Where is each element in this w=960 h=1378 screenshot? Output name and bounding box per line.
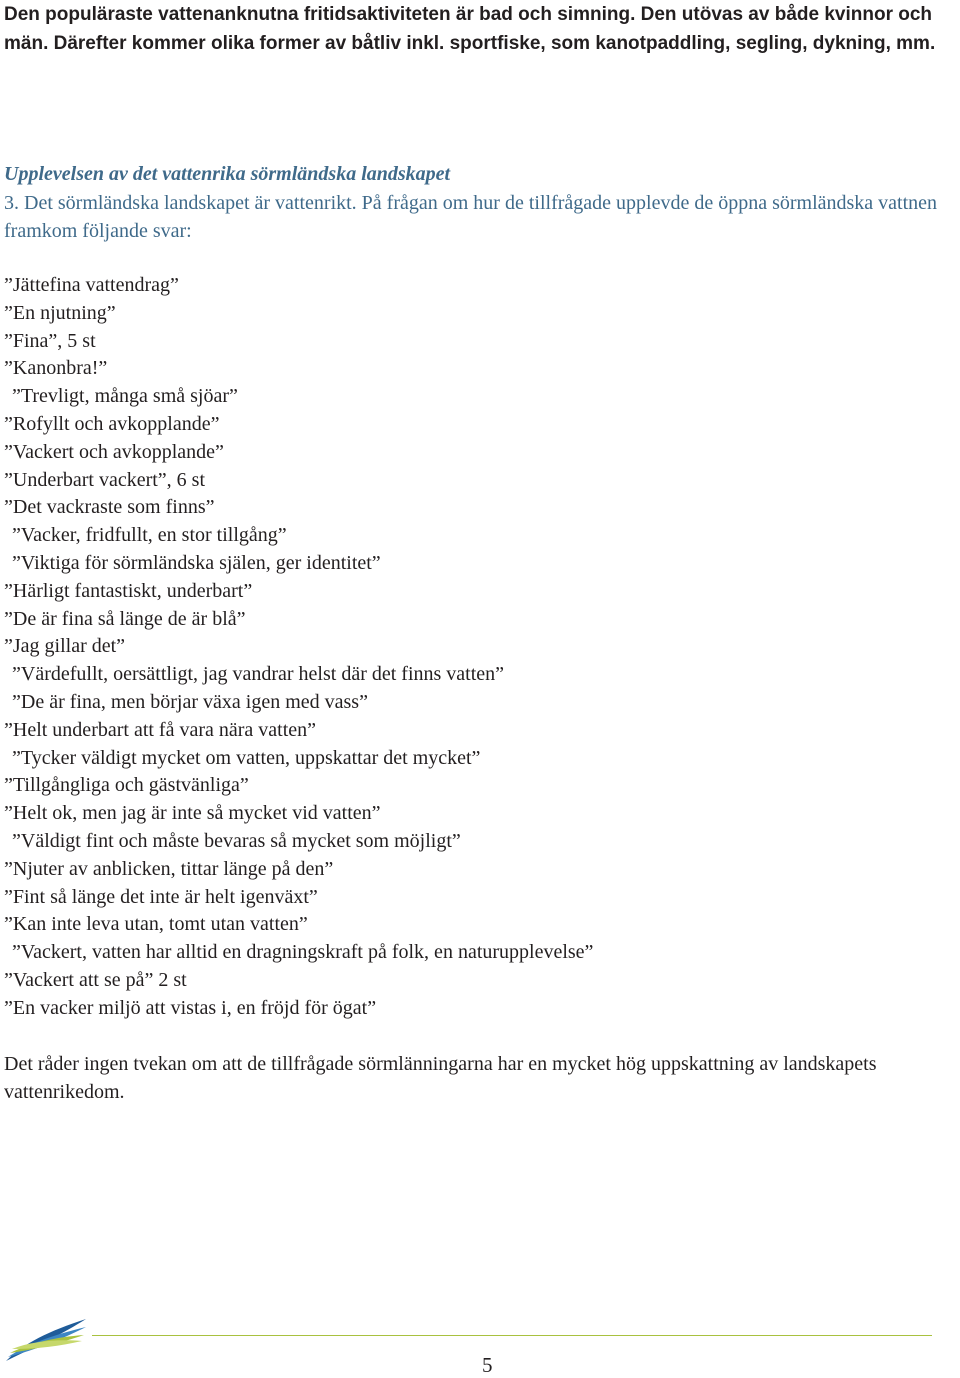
quote-item: ”Fint så länge det inte är helt igenväxt” bbox=[4, 885, 318, 908]
quote-item: ”Rofyllt och avkopplande” bbox=[4, 412, 220, 435]
quote-item: ”Värdefullt, oersättligt, jag vandrar helst där det finns vatten” bbox=[12, 663, 505, 686]
quote-list bbox=[4, 272, 593, 1023]
footer-rule bbox=[92, 1335, 932, 1336]
sormland-wave-logo-icon bbox=[4, 1313, 90, 1365]
quote-item: ”Jag gillar det” bbox=[4, 635, 126, 658]
conclusion-paragraph: Det råder ingen tvekan om att de tillfrågade sörmlänningarna har en mycket hög uppskattning av landskapets vattenrikedom. bbox=[4, 1053, 877, 1103]
quote-item: ”Njuter av anblicken, tittar länge på den” bbox=[4, 857, 334, 880]
quote-item: ”En vacker miljö att vistas i, en fröjd för ögat” bbox=[4, 996, 377, 1019]
quote-item: ”Kanonbra!” bbox=[4, 357, 108, 380]
question-paragraph: 3. Det sörmländska landskapet är vattenrikt. På frågan om hur de tillfrågade upplevde de öppna sörmländska vattnen framkom följande svar: bbox=[4, 192, 938, 242]
quote-item: ”Tycker väldigt mycket om vatten, uppskattar det mycket” bbox=[12, 746, 481, 769]
quote-item: ”Vackert att se på” 2 st bbox=[4, 968, 187, 991]
quote-item: ”De är fina så länge de är blå” bbox=[4, 607, 246, 630]
quote-item: ”Det vackraste som finns” bbox=[4, 496, 215, 519]
quote-item: ”Härligt fantastiskt, underbart” bbox=[4, 579, 253, 602]
quote-item: ”Helt underbart att få vara nära vatten” bbox=[4, 718, 317, 741]
quote-item: ”Kan inte leva utan, tomt utan vatten” bbox=[4, 913, 308, 936]
quote-item: ”Underbart vackert”, 6 st bbox=[4, 468, 206, 491]
quote-item: ”Viktiga för sörmländska själen, ger identitet” bbox=[12, 551, 381, 574]
quote-item: ”Vackert och avkopplande” bbox=[4, 440, 224, 463]
quote-item: ”Jättefina vattendrag” bbox=[4, 274, 179, 296]
quote-item: ”Vacker, fridfullt, en stor tillgång” bbox=[12, 524, 287, 547]
quote-item: ”Vackert, vatten har alltid en dragningskraft på folk, en naturupplevelse” bbox=[12, 941, 594, 964]
intro-paragraph: Den populäraste vattenanknutna fritidsaktiviteten är bad och simning. Den utövas av både kvinnor och män. Därefter kommer olika former av båtliv inkl. sportfiske, som kanotpaddling, segling, dykning, mm. bbox=[4, 4, 936, 54]
quote-item: ”Väldigt fint och måste bevaras så mycket som möjligt” bbox=[12, 829, 461, 852]
page-number: 5 bbox=[482, 1353, 493, 1377]
section-heading: Upplevelsen av det vattenrika sörmländska landskapet bbox=[4, 163, 451, 185]
quote-item: ”Fina”, 5 st bbox=[4, 329, 96, 352]
quote-item: ”Helt ok, men jag är inte så mycket vid vatten” bbox=[4, 802, 381, 825]
quote-item: ”De är fina, men börjar växa igen med vass” bbox=[12, 690, 368, 713]
quote-item: ”En njutning” bbox=[4, 301, 116, 324]
quote-item: ”Trevligt, många små sjöar” bbox=[12, 385, 238, 408]
quote-item: ”Tillgångliga och gästvänliga” bbox=[4, 774, 249, 797]
